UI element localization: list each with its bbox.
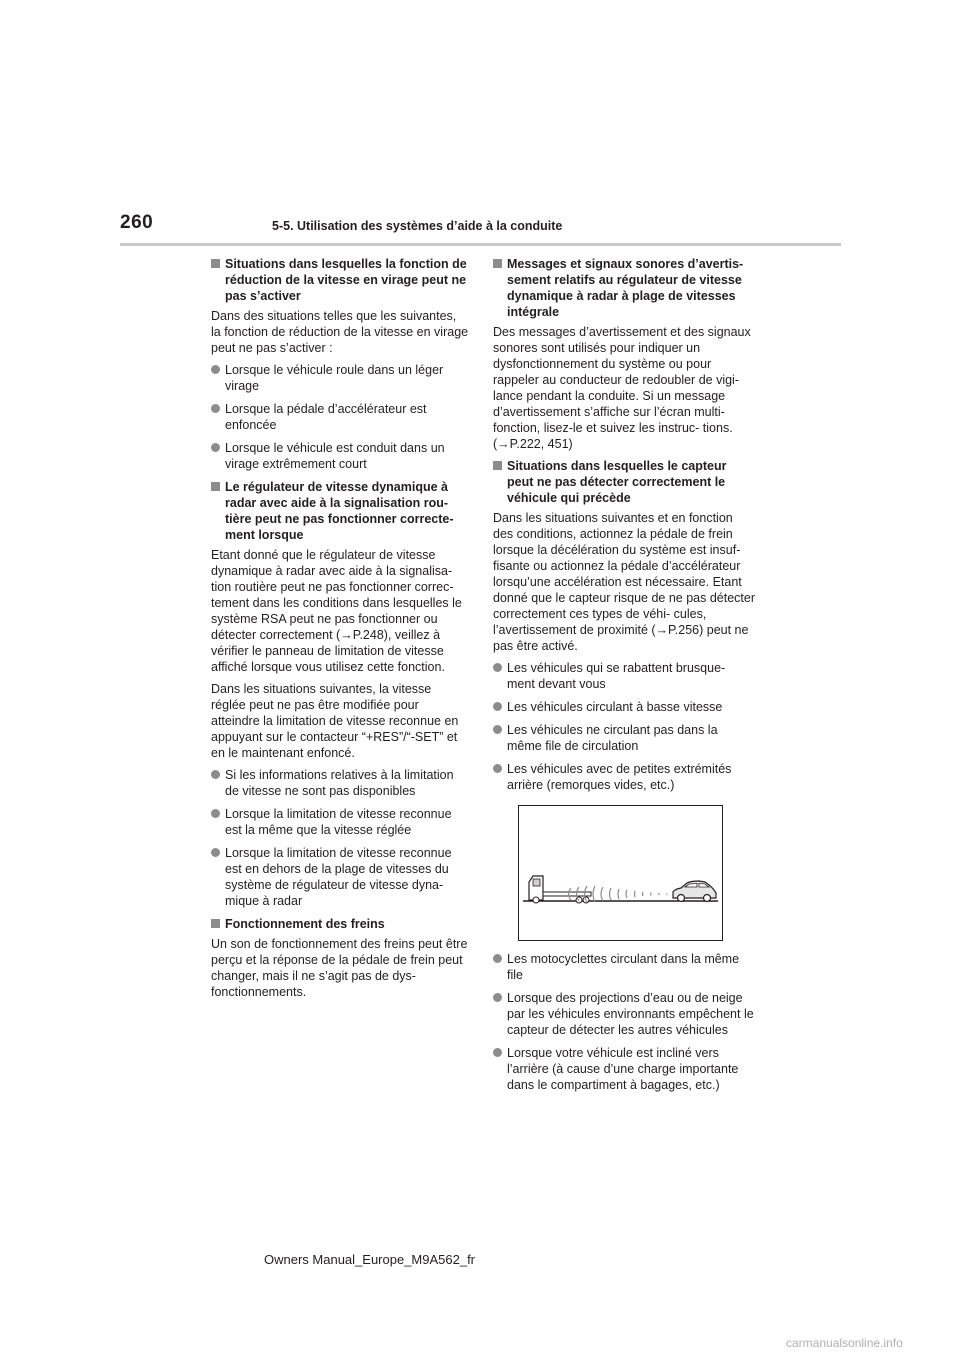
section-heading xyxy=(211,256,469,304)
section-heading xyxy=(211,916,469,932)
list-item-text: Lorsque des projections d’eau ou de neige par les véhicules environnants empêchent le capteur de détecter les autres véhicules xyxy=(507,991,754,1037)
car-wheel xyxy=(704,895,711,902)
list-item xyxy=(493,951,755,983)
paragraph: Dans des situations telles que les suivantes, la fonction de réduction de la vitesse en virage peut ne pas s’activer : xyxy=(211,309,469,355)
round-bullet-icon xyxy=(211,365,220,374)
paragraph: Dans les situations suivantes, la vitesse réglée peut ne pas être modifiée pour atteindre la limitation de vitesse reconnue en appuyant sur le contacteur “+RES”/“-SET” et en le maintenant enfoncé. xyxy=(211,682,459,760)
page-number: 260 xyxy=(120,212,154,233)
heading-text: Situations dans lesquelles le capteur peut ne pas détecter correctement le véhicule qui précède xyxy=(507,459,727,505)
list-item-text: Lorsque la pédale d’accélérateur est enfoncée xyxy=(225,402,427,432)
round-bullet-icon xyxy=(211,848,220,857)
section-heading xyxy=(493,458,755,506)
radar-trailer-illustration xyxy=(518,805,723,941)
list-item xyxy=(493,990,755,1038)
list-item-text: Lorsque la limitation de vitesse reconnue est la même que la vitesse réglée xyxy=(225,807,452,837)
square-bullet-icon xyxy=(211,482,220,491)
round-bullet-icon xyxy=(211,770,220,779)
section-heading xyxy=(493,256,755,320)
list-item xyxy=(211,845,469,909)
truck-wheel xyxy=(533,897,539,903)
round-bullet-icon xyxy=(493,954,502,963)
radar-illustration-svg xyxy=(519,806,722,940)
heading-text: Fonctionnement des freins xyxy=(225,917,385,931)
round-bullet-icon xyxy=(493,764,502,773)
heading-text: Le régulateur de vitesse dynamique à radar avec aide à la signalisation rou- tière peut ne pas fonctionner correcte- ment lorsque xyxy=(225,480,454,542)
round-bullet-icon xyxy=(211,443,220,452)
round-bullet-icon xyxy=(493,702,502,711)
list-item-text: Lorsque le véhicule roule dans un léger virage xyxy=(225,363,444,393)
list-item xyxy=(211,767,469,799)
list-item-text: Si les informations relatives à la limitation de vitesse ne sont pas disponibles xyxy=(225,768,454,798)
list-item-text: Les véhicules avec de petites extrémités arrière (remorques vides, etc.) xyxy=(507,762,732,792)
square-bullet-icon xyxy=(493,259,502,268)
list-item xyxy=(211,440,469,472)
list-item-text: Lorsque votre véhicule est incliné vers l’arrière (à cause d’une charge importante dans le compartiment à bagages, etc.) xyxy=(507,1046,739,1092)
heading-text: Situations dans lesquelles la fonction de réduction de la vitesse en virage peut ne pas s’activer xyxy=(225,257,467,303)
paragraph: Des messages d’avertissement et des signaux sonores sont utilisés pour indiquer un dysfonctionnement du système ou pour rappeler au conducteur de redoubler de vigi- lance pendant la conduite. Si un message d’avertissement s’affiche sur l’écran multi- fonction, lisez-le et suivez les instruc- tions.(→P.222, 451) xyxy=(493,325,751,451)
truck-window xyxy=(533,879,540,886)
list-item-text: Lorsque la limitation de vitesse reconnue est en dehors de la plage de vitesses du système de régulateur de vitesse dyna- mique à radar xyxy=(225,846,452,908)
watermark-link[interactable]: carmanualsonline.info xyxy=(786,1336,903,1350)
list-item-text: Les véhicules circulant à basse vitesse xyxy=(507,700,723,714)
round-bullet-icon xyxy=(493,993,502,1002)
car-wheel xyxy=(678,895,685,902)
paragraph: Un son de fonctionnement des freins peut être perçu et la réponse de la pédale de frein peut changer, mais il ne s’agit pas de dys- fonctionnements. xyxy=(211,937,468,999)
list-item-text: Les véhicules ne circulant pas dans la même file de circulation xyxy=(507,723,718,753)
list-item xyxy=(211,362,469,394)
round-bullet-icon xyxy=(211,809,220,818)
empty-trailer-icon xyxy=(543,892,591,896)
list-item-text: Les motocyclettes circulant dans la même file xyxy=(507,952,740,982)
round-bullet-icon xyxy=(493,663,502,672)
list-item xyxy=(493,699,755,715)
square-bullet-icon xyxy=(493,461,502,470)
footer-manual-id: Owners Manual_Europe_M9A562_fr xyxy=(264,1252,476,1267)
paragraph: Dans les situations suivantes et en fonction des conditions, actionnez la pédale de frein lorsque la décélération du système est insuf- fisante ou actionnez la pédale d’accélérateur lorsqu’une accélération est nécessaire. Etant donné que le capteur risque de ne pas détecter correctement ces types de véhi- cules, l’avertissement de proximité (→P.256) peut ne pas être activé. xyxy=(493,511,755,653)
square-bullet-icon xyxy=(211,259,220,268)
square-bullet-icon xyxy=(211,919,220,928)
heading-text: Messages et signaux sonores d’avertis- sement relatifs au régulateur de vitesse dynamique à radar à plage de vitesses intégrale xyxy=(507,257,744,319)
list-item-text: Les véhicules qui se rabattent brusque- ment devant vous xyxy=(507,661,726,691)
left-column xyxy=(211,256,469,1006)
round-bullet-icon xyxy=(493,725,502,734)
section-heading xyxy=(211,479,469,543)
header-rule xyxy=(120,243,841,246)
list-item xyxy=(493,660,755,692)
round-bullet-icon xyxy=(493,1048,502,1057)
list-item xyxy=(211,401,469,433)
list-item xyxy=(493,722,755,754)
paragraph: Etant donné que le régulateur de vitesse dynamique à radar avec aide à la signalisa- tion routière peut ne pas fonctionner correc- tement dans les conditions dans lesquelles le système RSA peut ne pas fonctionner ou détecter correctement (→P.248), veillez à vérifier le panneau de limitation de vitesse affiché lorsque vous utilisez cette fonction. xyxy=(211,548,462,674)
section-title: 5-5. Utilisation des systèmes d’aide à la conduite xyxy=(272,219,563,233)
list-item xyxy=(493,761,755,793)
list-item xyxy=(211,806,469,838)
right-column xyxy=(493,256,755,1100)
list-item-text: Lorsque le véhicule est conduit dans un virage extrêmement court xyxy=(225,441,445,471)
round-bullet-icon xyxy=(211,404,220,413)
list-item xyxy=(493,1045,755,1093)
